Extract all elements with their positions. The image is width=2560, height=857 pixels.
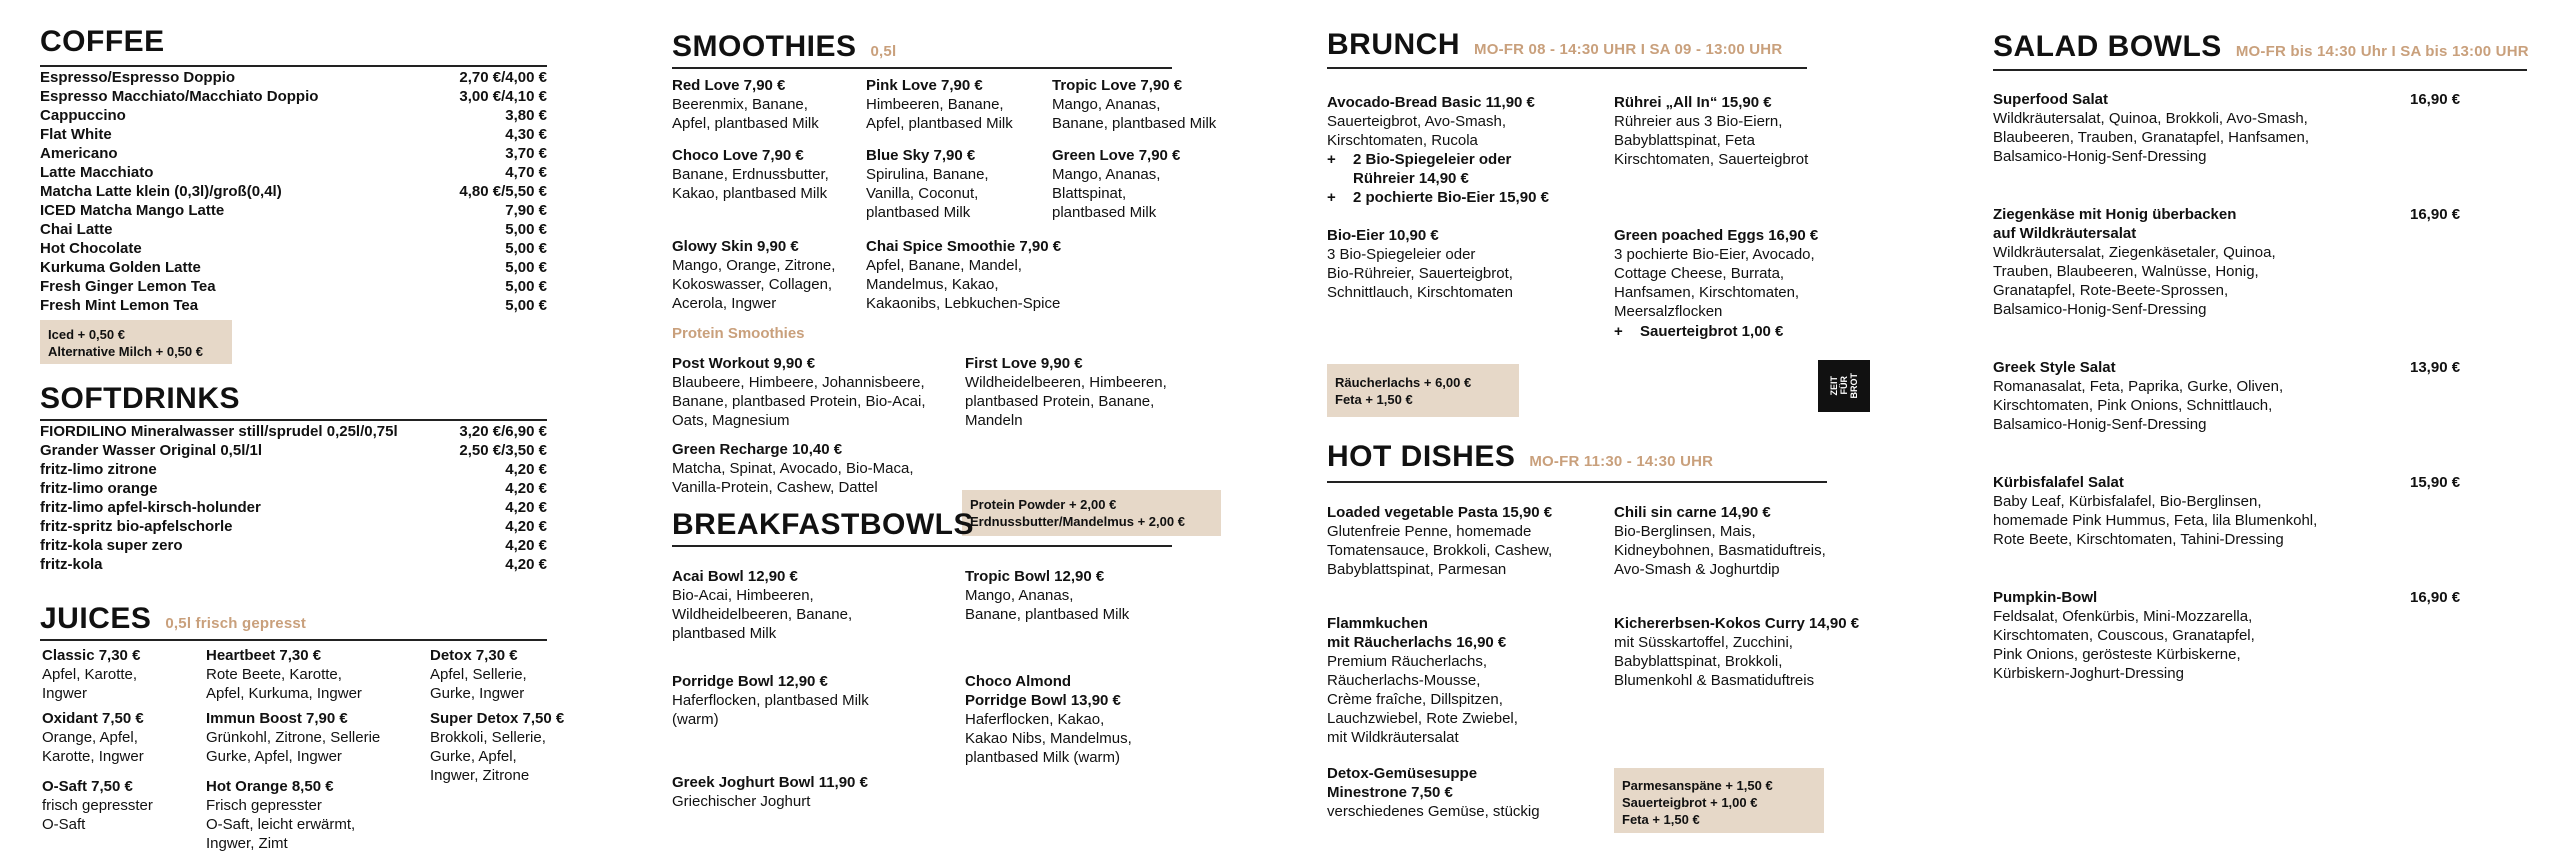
smoothie-item: Blue Sky 7,90 € Spirulina, Banane, Vanilla, Coconut, plantbased Milk — [866, 147, 989, 221]
coffee-item: Hot Chocolate 5,00 € — [40, 240, 547, 257]
juices-rule — [40, 639, 547, 641]
coffee-item: Chai Latte 5,00 € — [40, 221, 547, 238]
brunch-item: Rührei „All In“ 15,90 € Rühreier aus 3 Bio-Eiern, Babyblattspinat, Feta Kirschtomaten, Sauerteigbrot — [1614, 94, 1809, 168]
coffee-item: Espresso/Espresso Doppio 2,70 €/4,00 € — [40, 69, 547, 86]
salad-price: 16,90 € — [2410, 206, 2461, 223]
softdrink-item: fritz-limo zitrone 4,20 € — [40, 461, 547, 478]
brunch-option: + 2 Bio-Spiegeleier oder Rührеier 14,90 € — [1327, 151, 1512, 187]
coffee-item: Fresh Mint Lemon Tea 5,00 € — [40, 297, 547, 314]
breakfastbowls-rule — [672, 545, 1172, 547]
coffee-item: Flat White 4,30 € — [40, 126, 547, 143]
protein-smoothies-heading: Protein Smoothies — [672, 325, 805, 342]
juice-item: O-Saft 7,50 € frisch gepresster O-Saft — [42, 778, 153, 833]
juice-item: Hot Orange 8,50 € Frisch gepresster O-Saft, leicht erwärmt, Ingwer, Zimt — [206, 778, 356, 852]
coffee-rule — [40, 65, 547, 67]
juice-item: Detox 7,30 € Apfel, Sellerie, Gurke, Ingwer — [430, 647, 527, 702]
coffee-extras-box: Iced + 0,50 € Alternative Milch + 0,50 € — [40, 320, 232, 364]
softdrink-item: fritz-limo orange 4,20 € — [40, 480, 547, 497]
salad-item: Ziegenkäse mit Honig überbacken auf Wildkräutersalat Wildkräutersalat, Ziegenkäsetaler, Quinoa, Trauben, Blaubeeren, Walnüsse, Honig, Granatapfel, Rote-Beete-Sprossen, Balsamico-Honig-Senf-Dressing — [1993, 206, 2276, 318]
smoothies-rule — [672, 67, 1172, 69]
brunch-item: Green poached Eggs 16,90 € 3 pochierte Bio-Eier, Avocado, Cottage Cheese, Burrata, Hanfsamen, Kirschtomaten, Meersalzflocken — [1614, 227, 1819, 320]
softdrink-item: FIORDILINO Mineralwasser still/sprudel 0,25l/0,75l 3,20 €/6,90 € — [40, 423, 547, 440]
breakfastbowls-heading: BREAKFASTBOWLS — [672, 508, 974, 541]
juice-item: Oxidant 7,50 € Orange, Apfel, Karotte, Ingwer — [42, 710, 144, 765]
coffee-item: Fresh Ginger Lemon Tea 5,00 € — [40, 278, 547, 295]
coffee-item: Matcha Latte klein (0,3l)/groß(0,4l) 4,80 €/5,50 € — [40, 183, 547, 200]
softdrink-item: fritz-kola super zero 4,20 € — [40, 537, 547, 554]
salad-price: 15,90 € — [2410, 474, 2461, 491]
coffee-item: Espresso Macchiato/Macchiato Doppio 3,00 €/4,10 € — [40, 88, 547, 105]
softdrink-item: fritz-limo apfel-kirsch-holunder 4,20 € — [40, 499, 547, 516]
hotdishes-heading: HOT DISHES MO-FR 11:30 - 14:30 UHR — [1327, 440, 1714, 473]
juice-item: Classic 7,30 € Apfel, Karotte, Ingwer — [42, 647, 141, 702]
coffee-item: Latte Macchiato 4,70 € — [40, 164, 547, 181]
brunch-subtitle: MO-FR 08 - 14:30 UHR I SA 09 - 13:00 UHR — [1474, 41, 1783, 58]
salads-subtitle: MO-FR bis 14:30 Uhr I SA bis 13:00 UHR — [2235, 43, 2529, 60]
smoothie-item: Glowy Skin 9,90 € Mango, Orange, Zitrone, Kokoswasser, Collagen, Acerola, Ingwer — [672, 238, 836, 312]
coffee-heading: COFFEE — [40, 25, 165, 58]
zeit-fuer-brot-logo: ZEIT FÜR BROT — [1818, 360, 1870, 412]
salad-price: 13,90 € — [2410, 359, 2461, 376]
smoothie-item: Tropic Love 7,90 € Mango, Ananas, Banane, plantbased Milk — [1052, 77, 1217, 132]
salad-price: 16,90 € — [2410, 589, 2461, 606]
salads-rule — [1993, 69, 2527, 71]
hotdish-item: Kichererbsen-Kokos Curry 14,90 € mit Süsskartoffel, Zucchini, Babyblattspinat, Brokkoli, Blumenkohl & Basmatiduftreis — [1614, 615, 1860, 689]
juice-item: Super Detox 7,50 € Brokkoli, Sellerie, Gurke, Apfel, Ingwer, Zitrone — [430, 710, 565, 784]
smoothie-item: Red Love 7,90 € Beerenmix, Banane, Apfel, plantbased Milk — [672, 77, 819, 132]
coffee-item: Kurkuma Golden Latte 5,00 € — [40, 259, 547, 276]
coffee-item: Americano 3,70 € — [40, 145, 547, 162]
hotdishes-subtitle: MO-FR 11:30 - 14:30 UHR — [1529, 453, 1714, 470]
brunch-item: Avocado-Bread Basic 11,90 € Sauerteigbrot, Avo-Smash, Kirschtomaten, Rucola — [1327, 94, 1535, 149]
juices-heading: JUICES 0,5l frisch gepresst — [40, 602, 307, 635]
salad-price: 16,90 € — [2410, 91, 2461, 108]
brunch-option: + Sauerteigbrot 1,00 € — [1614, 323, 1784, 340]
protein-smoothie-item: Post Workout 9,90 € Blaubeere, Himbeere, Johannisbeere, Banane, plantbased Protein, Bio-Acai, Oats, Magnesium — [672, 355, 926, 429]
protein-smoothie-item: First Love 9,90 € Wildheidelbeeren, Himbeeren, plantbased Protein, Banane, Mandeln — [965, 355, 1167, 429]
smoothie-item: Pink Love 7,90 € Himbeeren, Banane, Apfel, plantbased Milk — [866, 77, 1013, 132]
brunch-heading: BRUNCH MO-FR 08 - 14:30 UHR I SA 09 - 13:00 UHR — [1327, 28, 1783, 61]
brunch-extras-box: Räucherlachs + 6,00 € Feta + 1,50 € — [1327, 364, 1519, 417]
salad-item: Pumpkin-Bowl Feldsalat, Ofenkürbis, Mini-Mozzarella, Kirschtomaten, Couscous, Granatapfel, Pink Onions, gerösteste Kürbiskerne, Kürbiskern-Joghurt-Dressing — [1993, 589, 2255, 682]
brunch-item: Bio-Eier 10,90 € 3 Bio-Spiegeleier oder Bio-Rührеier, Sauerteigbrot, Schnittlauch, Kirschtomaten — [1327, 227, 1513, 301]
breakfastbowl-item: Greek Joghurt Bowl 11,90 € Griechischer Joghurt — [672, 774, 868, 810]
softdrink-item: fritz-kola 4,20 € — [40, 556, 547, 573]
smoothies-extras-box: Protein Powder + 2,00 € Erdnussbutter/Mandelmus + 2,00 € — [962, 490, 1221, 536]
hotdish-item: Loaded vegetable Pasta 15,90 € Glutenfreie Penne, homemade Tomatensauce, Brokkoli, Cashew, Babyblattspinat, Parmesan — [1327, 504, 1553, 578]
hotdishes-rule — [1327, 481, 1827, 483]
softdrink-item: fritz-spritz bio-apfelschorle 4,20 € — [40, 518, 547, 535]
salads-heading: SALAD BOWLS MO-FR bis 14:30 Uhr I SA bis 13:00 UHR — [1993, 30, 2529, 63]
breakfastbowl-item: Porridge Bowl 12,90 € Haferflocken, plantbased Milk (warm) — [672, 673, 869, 728]
hotdish-item: Detox-Gemüsesuppe Minestrone 7,50 € verschiedenes Gemüse, stückig — [1327, 765, 1540, 820]
juice-item: Heartbeet 7,30 € Rote Beete, Karotte, Apfel, Kurkuma, Ingwer — [206, 647, 362, 702]
juice-item: Immun Boost 7,90 € Grünkohl, Zitrone, Sellerie Gurke, Apfel, Ingwer — [206, 710, 381, 765]
coffee-list — [40, 68, 547, 315]
smoothie-item: Chai Spice Smoothie 7,90 € Apfel, Banane, Mandel, Mandelmus, Kakao, Kakaonibs, Lebkuchen-Spice — [866, 238, 1062, 312]
smoothies-subtitle: 0,5l — [870, 43, 897, 60]
brunch-rule — [1327, 67, 1807, 69]
juices-subtitle: 0,5l frisch gepresst — [165, 615, 307, 632]
coffee-item: ICED Matcha Mango Latte 7,90 € — [40, 202, 547, 219]
hotdishes-extras-box: Parmesanspäne + 1,50 € Sauerteigbrot + 1,00 € Feta + 1,50 € — [1614, 768, 1824, 833]
breakfastbowl-item: Choco Almond Porridge Bowl 13,90 € Haferflocken, Kakao, Kakao Nibs, Mandelmus, plantbased Milk (warm) — [965, 673, 1132, 766]
brunch-option: + 2 pochierte Bio-Eier 15,90 € — [1327, 189, 1549, 206]
coffee-item: Cappuccino 3,80 € — [40, 107, 547, 124]
softdrink-item: Grander Wasser Original 0,5l/1l 2,50 €/3,50 € — [40, 442, 547, 459]
smoothies-heading: SMOOTHIES 0,5l — [672, 30, 897, 63]
softdrinks-heading: SOFTDRINKS — [40, 382, 240, 415]
protein-smoothie-item: Green Recharge 10,40 € Matcha, Spinat, Avocado, Bio-Maca, Vanilla-Protein, Cashew, Dattel — [672, 441, 914, 496]
smoothie-item: Choco Love 7,90 € Banane, Erdnussbutter, Kakao, plantbased Milk — [672, 147, 829, 202]
breakfastbowl-item: Acai Bowl 12,90 € Bio-Acai, Himbeeren, Wildheidelbeeren, Banane, plantbased Milk — [672, 568, 853, 642]
smoothie-item: Green Love 7,90 € Mango, Ananas, Blattspinat, plantbased Milk — [1052, 147, 1181, 221]
hotdish-item: Chili sin carne 14,90 € Bio-Berglinsen, Mais, Kidneybohnen, Basmatiduftreis, Avo-Smash & Joghurtdip — [1614, 504, 1826, 578]
salad-item: Kürbisfalafel Salat Baby Leaf, Kürbisfalafel, Bio-Berglinsen, homemade Pink Hummus, Feta, lila Blumenkohl, Rote Beete, Kirschtomaten, Tahini-Dressing — [1993, 474, 2318, 548]
breakfastbowl-item: Tropic Bowl 12,90 € Mango, Ananas, Banane, plantbased Milk — [965, 568, 1130, 623]
salad-item: Superfood Salat Wildkräutersalat, Quinoa, Brokkoli, Avo-Smash, Blaubeeren, Trauben, Granatapfel, Hanfsamen, Balsamico-Honig-Senf-Dressing — [1993, 91, 2310, 165]
hotdish-item: Flammkuchen mit Räucherlachs 16,90 € Premium Räucherlachs, Räucherlachs-Mousse, Crème fraîche, Dillspitzen, Lauchzwiebel, Rote Zwiebel, mit Wildkräutersalat — [1327, 615, 1518, 746]
salad-item: Greek Style Salat Romanasalat, Feta, Paprika, Gurke, Oliven, Kirschtomaten, Pink Onions, Schnittlauch, Balsamico-Honig-Senf-Dressing — [1993, 359, 2284, 433]
softdrinks-list — [40, 422, 547, 574]
softdrinks-rule — [40, 419, 547, 421]
